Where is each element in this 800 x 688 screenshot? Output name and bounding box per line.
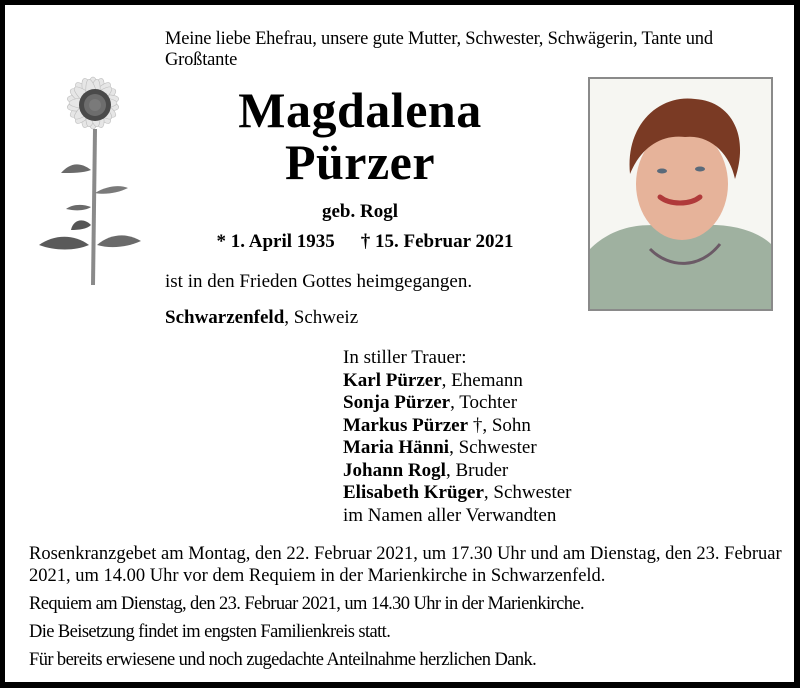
deceased-last-name: Pürzer (284, 134, 436, 190)
location-rest: , Schweiz (284, 307, 359, 328)
mourner: Karl Pürzer, Ehemann (343, 369, 523, 391)
requiem-info: Requiem am Dienstag, den 23. Februar 2021, um 14.30 Uhr in der Marienkirche. (29, 594, 584, 614)
mourner: Johann Rogl, Bruder (343, 459, 509, 481)
deceased-first-name: Magdalena (238, 82, 482, 138)
portrait-illustration (590, 79, 771, 309)
burial-info: Die Beisetzung findet im engsten Familienkreis statt. (29, 622, 391, 642)
mourners-list (343, 347, 572, 527)
intro-text: Meine liebe Ehefrau, unsere gute Mutter, Schwester, Schwägerin, Tante und Großtante (165, 29, 713, 70)
obituary-notice (5, 5, 794, 682)
mourner: Maria Hänni, Schwester (343, 437, 537, 458)
mourners-heading: In stiller Trauer: (343, 347, 467, 368)
location (165, 307, 358, 329)
mourners-closing: im Namen aller Verwandten (343, 504, 557, 526)
birth-name: geb. Rogl (322, 201, 398, 222)
thanks-text: Für bereits erwiesene und noch zugedachte Anteilnahme herzlichen Dank. (29, 650, 537, 670)
footer-info (29, 543, 791, 677)
statement: ist in den Frieden Gottes heimgegangen. (165, 271, 473, 292)
mourner: Sonja Pürzer, Tochter (343, 392, 518, 413)
location-place: Schwarzenfeld (165, 307, 285, 328)
mourner: Elisabeth Krüger, Schwester (343, 482, 572, 503)
portrait-photo (588, 77, 773, 311)
sunflower-image (33, 55, 149, 287)
birth-date: * 1. April 1935 (216, 231, 335, 252)
life-dates (165, 231, 565, 253)
rosary-info: Rosenkranzgebet am Montag, den 22. Februar 2021, um 17.30 Uhr und am Dienstag, den 23. Februar 2021, um 14.00 Uhr vor dem Requiem in der Marienkirche in Schwarzenfeld. (29, 544, 782, 586)
mourner: Markus Pürzer †, Sohn (343, 414, 531, 436)
death-date: † 15. Februar 2021 (360, 231, 514, 252)
